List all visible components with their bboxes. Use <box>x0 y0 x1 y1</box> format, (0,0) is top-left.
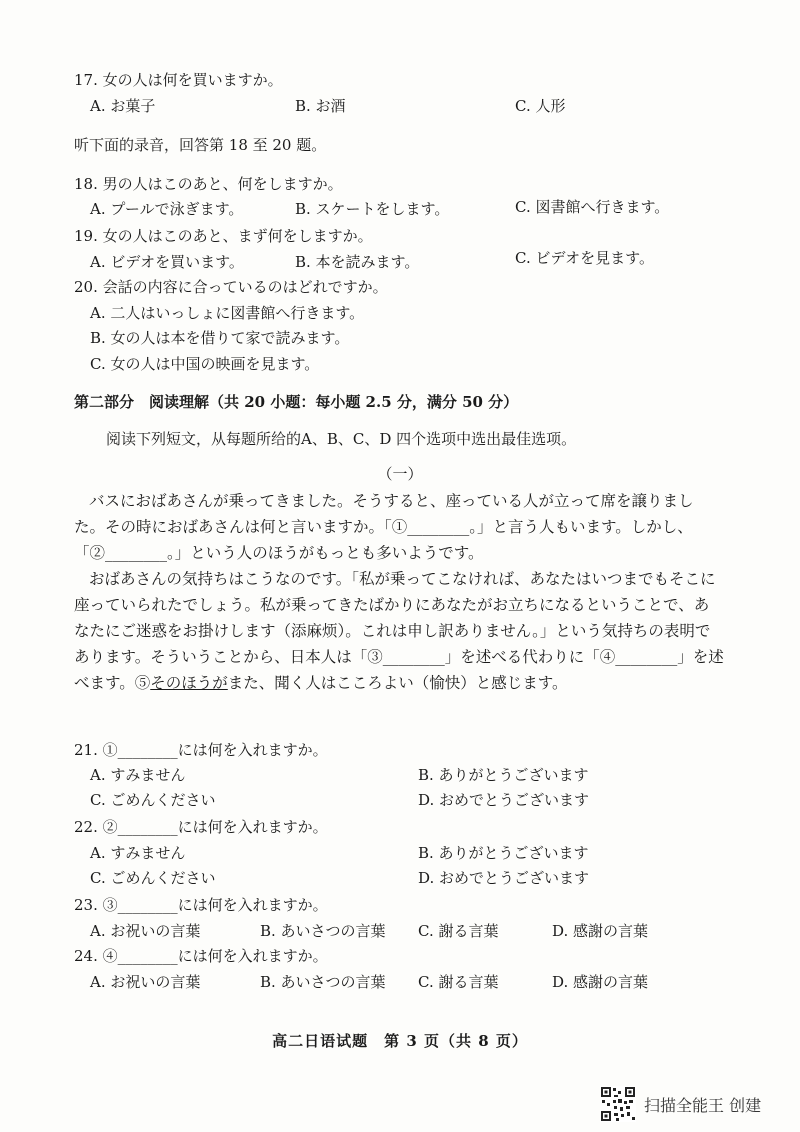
qr-code-icon <box>600 1086 636 1122</box>
question-24-stem: 24. ④________には何を入れますか。 <box>74 947 328 965</box>
page-footer: 高二日语试题 第 3 页（共 8 页） <box>272 1032 528 1050</box>
question-21-stem: 21. ①________には何を入れますか。 <box>74 741 328 759</box>
underlined-phrase: そのほうが <box>150 674 228 692</box>
question-17-option-b: B. お酒 <box>295 97 346 115</box>
question-24-option-d: D. 感謝の言葉 <box>552 973 649 991</box>
question-22-option-b: B. ありがとうございます <box>418 844 589 862</box>
part2-instruction: 阅读下列短文，从每题所给的A、B、C、D 四个选项中选出最佳选项。 <box>106 430 577 448</box>
question-18-option-b: B. スケートをします。 <box>295 200 450 218</box>
question-21-option-c: C. ごめんください <box>90 791 216 809</box>
question-19-option-a: A. ビデオを買います。 <box>90 253 244 271</box>
question-18-option-a: A. プールで泳ぎます。 <box>90 200 244 218</box>
passage-paragraph-2 <box>74 566 724 696</box>
passage-paragraph-2-end: また、聞く人はこころよい（愉快）と感じます。 <box>227 674 568 692</box>
question-21-option-b: B. ありがとうございます <box>418 766 589 784</box>
question-17-option-a: A. お菓子 <box>90 97 156 115</box>
question-21-option-a: A. すみません <box>90 766 186 784</box>
scanner-watermark <box>600 1086 790 1122</box>
question-20-option-b: B. 女の人は本を借りて家で読みます。 <box>90 329 350 347</box>
question-24-option-b: B. あいさつの言葉 <box>260 973 386 991</box>
question-23-option-a: A. お祝いの言葉 <box>90 922 201 940</box>
question-23-stem: 23. ③________には何を入れますか。 <box>74 896 328 914</box>
question-21-option-d: D. おめでとうございます <box>418 791 590 809</box>
question-22-option-d: D. おめでとうございます <box>418 869 590 887</box>
question-22-stem: 22. ②________には何を入れますか。 <box>74 818 328 836</box>
passage-paragraph-1: バスにおばあさんが乗ってきました。そうすると、座っている人が立って席を譲りました。その時におばあさんは何と言いますか。「①________。」と言う人もいます。しかし、「②________。」という人のほうがもっとも多いようです。 <box>74 492 694 562</box>
question-23-option-d: D. 感謝の言葉 <box>552 922 649 940</box>
question-24-option-a: A. お祝いの言葉 <box>90 973 201 991</box>
section-heading: （一） <box>377 465 423 483</box>
instruction-18-20: 听下面的录音，回答第 18 至 20 题。 <box>74 136 327 154</box>
question-19-option-b: B. 本を読みます。 <box>295 253 420 271</box>
question-17-option-c: C. 人形 <box>515 97 566 115</box>
question-20-option-c: C. 女の人は中国の映画を見ます。 <box>90 355 320 373</box>
question-22-option-c: C. ごめんください <box>90 869 216 887</box>
part2-title: 第二部分 阅读理解（共 20 小题：每小题 2.5 分，满分 50 分） <box>74 393 519 411</box>
question-20-option-a: A. 二人はいっしょに図書館へ行きます。 <box>90 304 365 322</box>
question-24-option-c: C. 謝る言葉 <box>418 973 499 991</box>
scanner-brand-text: 扫描全能王 创建 <box>644 1096 762 1115</box>
question-23-option-c: C. 謝る言葉 <box>418 922 499 940</box>
question-22-option-a: A. すみません <box>90 844 186 862</box>
question-18-stem: 18. 男の人はこのあと、何をしますか。 <box>74 175 343 193</box>
question-19-stem: 19. 女の人はこのあと、まず何をしますか。 <box>74 227 373 245</box>
question-19-option-c: C. ビデオを見ます。 <box>515 249 654 267</box>
question-23-option-b: B. あいさつの言葉 <box>260 922 386 940</box>
question-20-stem: 20. 会話の内容に合っているのはどれですか。 <box>74 278 388 296</box>
question-17-stem: 17. 女の人は何を買いますか。 <box>74 71 283 89</box>
question-18-option-c: C. 図書館へ行きます。 <box>515 198 670 216</box>
passage-paragraph-2-text: おばあさんの気持ちはこうなのです。「私が乗ってこなければ、あなたはいつまでもそこに座っていられたでしょう。私が乗ってきたばかりにあなたがお立ちになるということで、あなたにご迷惑をお掛けします（添麻烦）。これは申し訳ありません。」という気持ちの表明であります。そういうことから、日本人は「③________」を述べる代わりに「④________」を述べます。⑤ <box>74 570 724 692</box>
